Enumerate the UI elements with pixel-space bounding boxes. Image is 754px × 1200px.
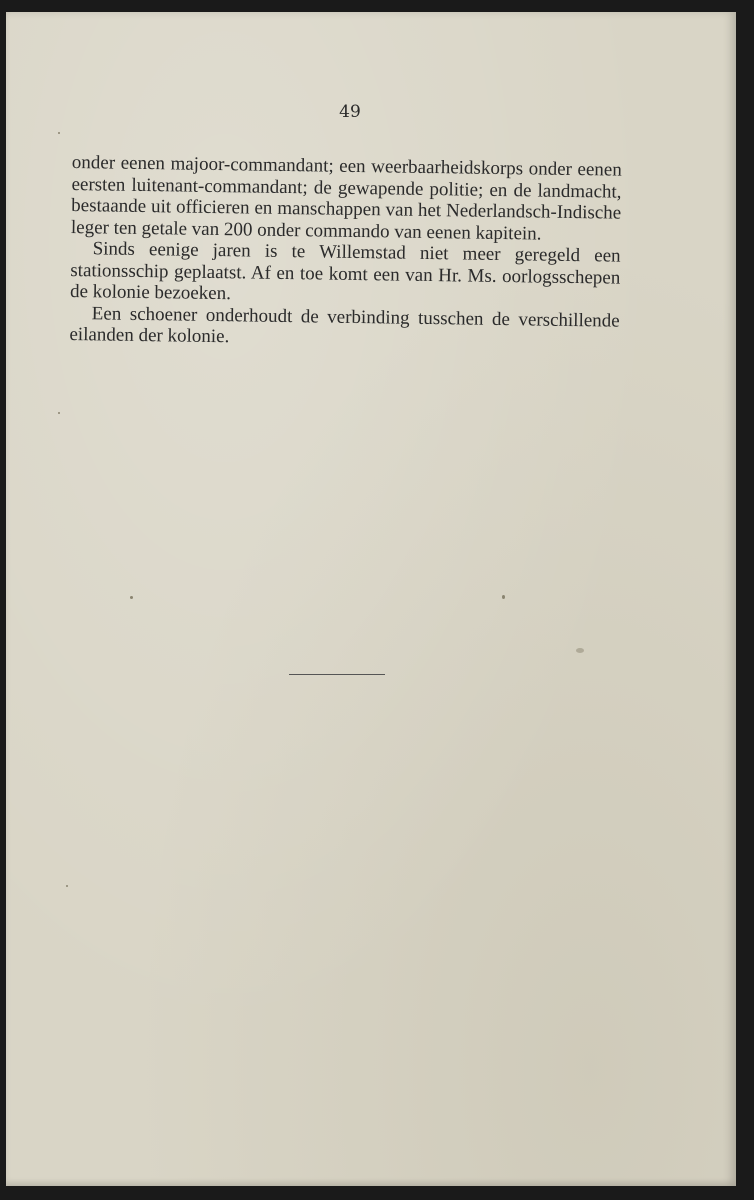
paper-speck xyxy=(58,132,60,134)
section-divider xyxy=(289,674,385,675)
paper-speck xyxy=(130,596,133,599)
page-number: 49 xyxy=(339,102,361,122)
paper-speck xyxy=(576,648,584,653)
book-page xyxy=(6,12,736,1186)
body-text xyxy=(69,152,622,353)
paper-speck xyxy=(502,595,505,599)
paragraph-2: Sinds eenige jaren is te Willemstad niet meer geregeld een stationsschip geplaatst. Af en toe komt een van Hr. Ms. oorlogsschepen de kolonie bezoeken. xyxy=(69,238,621,305)
paragraph-1: onder eenen majoor-commandant; een weerbaarheidskorps onder eenen eersten luitenant-commandant; de gewapende politie; en de landmacht, bestaande uit officieren en manschappen van het Nederlandsch-Indische leger ten getale van 200 onder commando van eenen kapitein. xyxy=(70,152,622,245)
paragraph-3: Een schoener onderhoudt de verbinding tusschen de verschillende eilanden der kolonie. xyxy=(69,302,620,348)
paper-speck xyxy=(58,412,60,414)
paper-speck xyxy=(66,885,68,887)
